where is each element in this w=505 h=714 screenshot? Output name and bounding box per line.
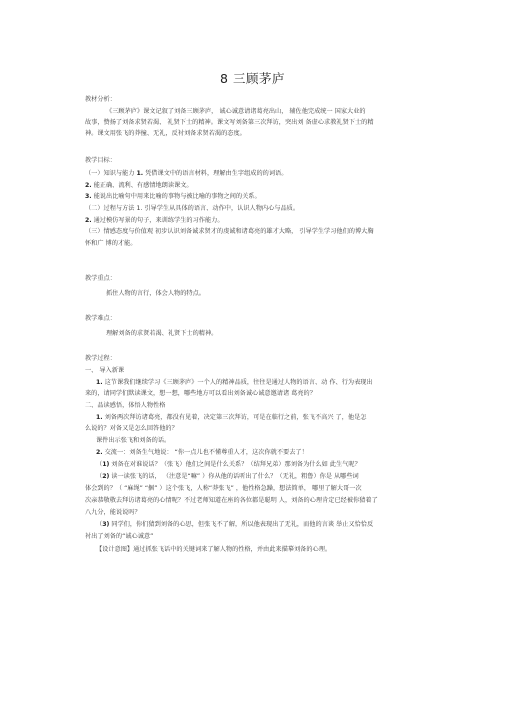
process-para-5d: 八九分，能说说吗？ bbox=[85, 509, 141, 516]
key-text: 抓住人物的言行，体会人物的特点。 bbox=[106, 290, 205, 297]
goals-line-1: （一）知识与能力 1. 凭借课文中的语言材料，理解由生字组成的的词语。 bbox=[85, 170, 288, 177]
analysis-line-1: 《三顾茅庐》课文记叙了刘备三顾茅庐， 诚心诚意请诸葛亮出山， 辅佐他完成统一 国家大业的 bbox=[106, 108, 366, 115]
goals-line-4: （二）过程与方法 1. 引导学生从具体的语言、动作中，认识人物内心与品质。 bbox=[85, 205, 300, 212]
goals-line-6: （三）情感态度与价值观 初步认识刘备诚求贤才的虔诚和诸葛亮的雄才大略， 引导学生学习他们的博大胸 bbox=[85, 228, 374, 235]
key-heading: 教学重点： bbox=[85, 275, 116, 282]
section-1-title: 一、 导入新课 bbox=[85, 367, 125, 374]
analysis-line-2: 故事，赞扬了刘备求贤若渴、 礼贤下士的精神。课文写刘备第三次拜访，突出刘 备虚心求教礼贤下士的精 bbox=[85, 119, 374, 126]
process-para-5b: 体会到的？（ “麻绳” “捆” ）这个张飞，人称“莽张飞” ，他性格急躁，想法简单， 哪里了解大哥一次 bbox=[85, 485, 362, 492]
difficult-text: 理解刘备的求贤若渴、礼贤下士的精神。 bbox=[106, 330, 218, 337]
process-para-1a: 1. 这节课我们继续学习《三顾茅庐》一个人的精神品质，往往是通过人物的语言、动 作、行为表现出 bbox=[96, 379, 373, 386]
difficult-heading: 教学难点： bbox=[85, 315, 116, 322]
process-para-2c: 课件出示张飞和刘备的话。 bbox=[96, 437, 171, 444]
process-para-6b: 衬出了刘备的“诚心诚意” bbox=[85, 533, 154, 540]
process-para-2a: 1. 刘备两次拜访诸葛亮，都没有见着，决定第三次拜访，可是在临行之前，张飞不高兴 了，他是怎 bbox=[96, 414, 367, 421]
process-para-2b: 么说的？对备又是怎么回答他的？ bbox=[85, 425, 178, 432]
process-para-3a: 2. 交流一：刘备生气地说： “你一点儿也不懂尊重人才，这次你就不要去了！ bbox=[96, 449, 308, 456]
section-2-title: 二、品读感悟，体悟人物性格 bbox=[85, 402, 166, 409]
goals-line-5: 2. 通过模仿写景的句子，来训练学生的习作能力。 bbox=[85, 217, 224, 224]
process-para-5c: 次亲恭敬敬去拜访诸葛亮的心情呢？不过老师知道在座的各位都是聪明 人，刘备的心理肯定已经被你猜着了 bbox=[85, 497, 378, 504]
process-para-1b: 来的，请同学们默读课文，想一想，哪些地方可以看出刘备诚心诚意邀请诸 葛亮的？ bbox=[85, 390, 316, 397]
goals-line-2: 2. 能正确、流利、有感情地朗读课文。 bbox=[85, 182, 193, 189]
lesson-title: 8 三顾茅庐 bbox=[220, 71, 285, 86]
analysis-line-3: 神。课文用张飞的莽撞、无礼，反衬刘备求贤若渴的态度。 bbox=[85, 130, 246, 137]
process-para-5a: （2) 读一读张飞的话， （注意是“嘛” ）你从他的话听出了什么？（无礼，粗鲁）你是 从哪些词 bbox=[96, 473, 359, 480]
process-para-4a: （1) 刘备在对谁说话？（张飞）他们之间是什么关系？（结拜兄弟）那刘备为什么如 此生气呢？ bbox=[96, 461, 361, 468]
process-heading: 教学过程： bbox=[85, 355, 116, 362]
analysis-heading: 教材分析： bbox=[85, 96, 116, 103]
design-intent: 【设计意图】通过抓张飞话中的关键词来了解人物的性格，并由此来描摹刘备的心理。 bbox=[96, 546, 332, 553]
goals-heading: 教学目标： bbox=[85, 157, 116, 164]
process-para-6a: （3) 同学们，你们猜到刘备的心思，但张飞不了解，所以他表现出了无礼，而他的言谈 举止又恰恰反 bbox=[96, 521, 374, 528]
goals-line-3: 3. 能说出比喻句中用来比喻的事物与被比喻的事物之间的关系。 bbox=[85, 193, 261, 200]
goals-line-7: 怀和广 博的才能。 bbox=[85, 240, 137, 247]
